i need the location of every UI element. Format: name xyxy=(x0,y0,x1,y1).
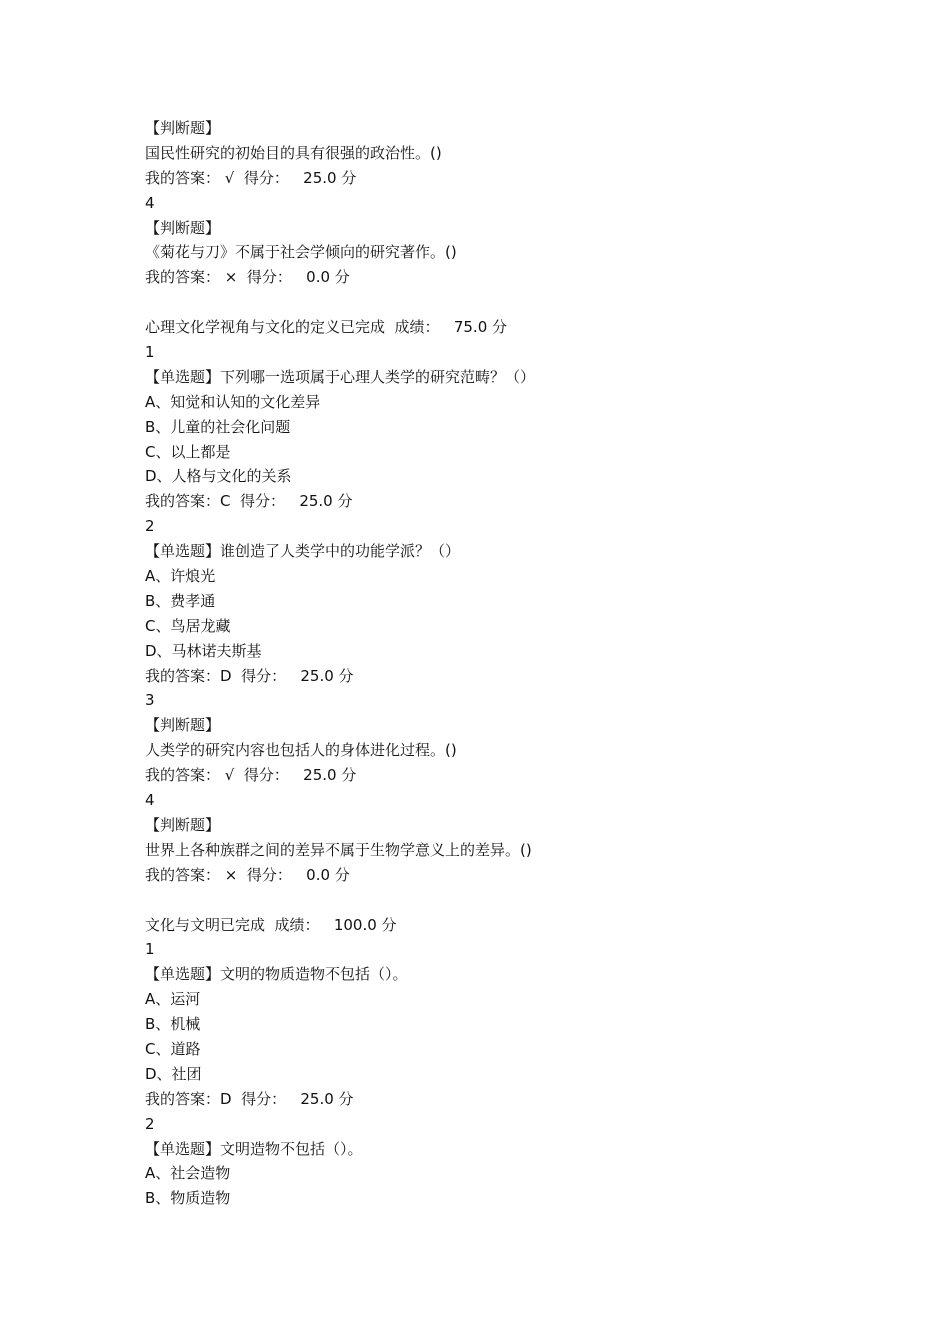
question-number: 2 xyxy=(145,517,155,536)
question-text: 【单选题】文明的物质造物不包括（）。 xyxy=(145,965,408,984)
option-c: C、道路 xyxy=(145,1039,201,1058)
option-b: B、物质造物 xyxy=(145,1189,231,1208)
option-b: B、费孝通 xyxy=(145,591,216,610)
section-heading: 文化与文明已完成 成绩： 100.0 分 xyxy=(145,915,397,934)
question-number: 4 xyxy=(145,193,155,212)
option-d: D、人格与文化的关系 xyxy=(145,467,292,486)
section-heading: 心理文化学视角与文化的定义已完成 成绩： 75.0 分 xyxy=(145,318,508,337)
question-number: 1 xyxy=(145,940,155,959)
answer-score-line: 我的答案： √ 得分： 25.0 分 xyxy=(145,766,357,785)
option-d: D、社团 xyxy=(145,1064,202,1083)
answer-score-line: 我的答案： √ 得分： 25.0 分 xyxy=(145,168,357,187)
option-a: A、知觉和认知的文化差异 xyxy=(145,392,321,411)
option-d: D、马林诺夫斯基 xyxy=(145,641,262,660)
option-a: A、许烺光 xyxy=(145,567,216,586)
question-text: 世界上各种族群之间的差异不属于生物学意义上的差异。() xyxy=(145,840,532,859)
question-text: 国民性研究的初始目的具有很强的政治性。() xyxy=(145,143,442,162)
question-number: 1 xyxy=(145,343,155,362)
spacer xyxy=(145,888,905,913)
question-type-label: 【判断题】 xyxy=(145,716,221,735)
option-a: A、运河 xyxy=(145,990,201,1009)
option-b: B、儿童的社会化问题 xyxy=(145,417,291,436)
question-type-label: 【判断题】 xyxy=(145,815,221,834)
question-number: 2 xyxy=(145,1114,155,1133)
answer-score-line: 我的答案：D 得分： 25.0 分 xyxy=(145,666,354,685)
question-number: 3 xyxy=(145,691,155,710)
answer-score-line: 我的答案： × 得分： 0.0 分 xyxy=(145,865,350,884)
question-text: 【单选题】文明造物不包括（）。 xyxy=(145,1139,363,1158)
answer-score-line: 我的答案：D 得分： 25.0 分 xyxy=(145,1089,354,1108)
spacer xyxy=(145,290,905,315)
answer-score-line: 我的答案： × 得分： 0.0 分 xyxy=(145,268,350,287)
question-number: 4 xyxy=(145,791,155,810)
option-c: C、以上都是 xyxy=(145,442,231,461)
option-b: B、机械 xyxy=(145,1015,201,1034)
option-a: A、社会造物 xyxy=(145,1164,231,1183)
question-text: 人类学的研究内容也包括人的身体进化过程。() xyxy=(145,741,457,760)
question-type-label: 【判断题】 xyxy=(145,218,221,237)
answer-score-line: 我的答案：C 得分： 25.0 分 xyxy=(145,492,353,511)
question-type-label: 【判断题】 xyxy=(145,119,221,137)
document-body xyxy=(145,116,905,1211)
option-c: C、鸟居龙藏 xyxy=(145,616,231,635)
question-text: 【单选题】谁创造了人类学中的功能学派？（） xyxy=(145,542,461,561)
question-text: 【单选题】下列哪一选项属于心理人类学的研究范畴？（） xyxy=(145,367,536,386)
question-text: 《菊花与刀》不属于社会学倾向的研究著作。() xyxy=(145,243,457,262)
